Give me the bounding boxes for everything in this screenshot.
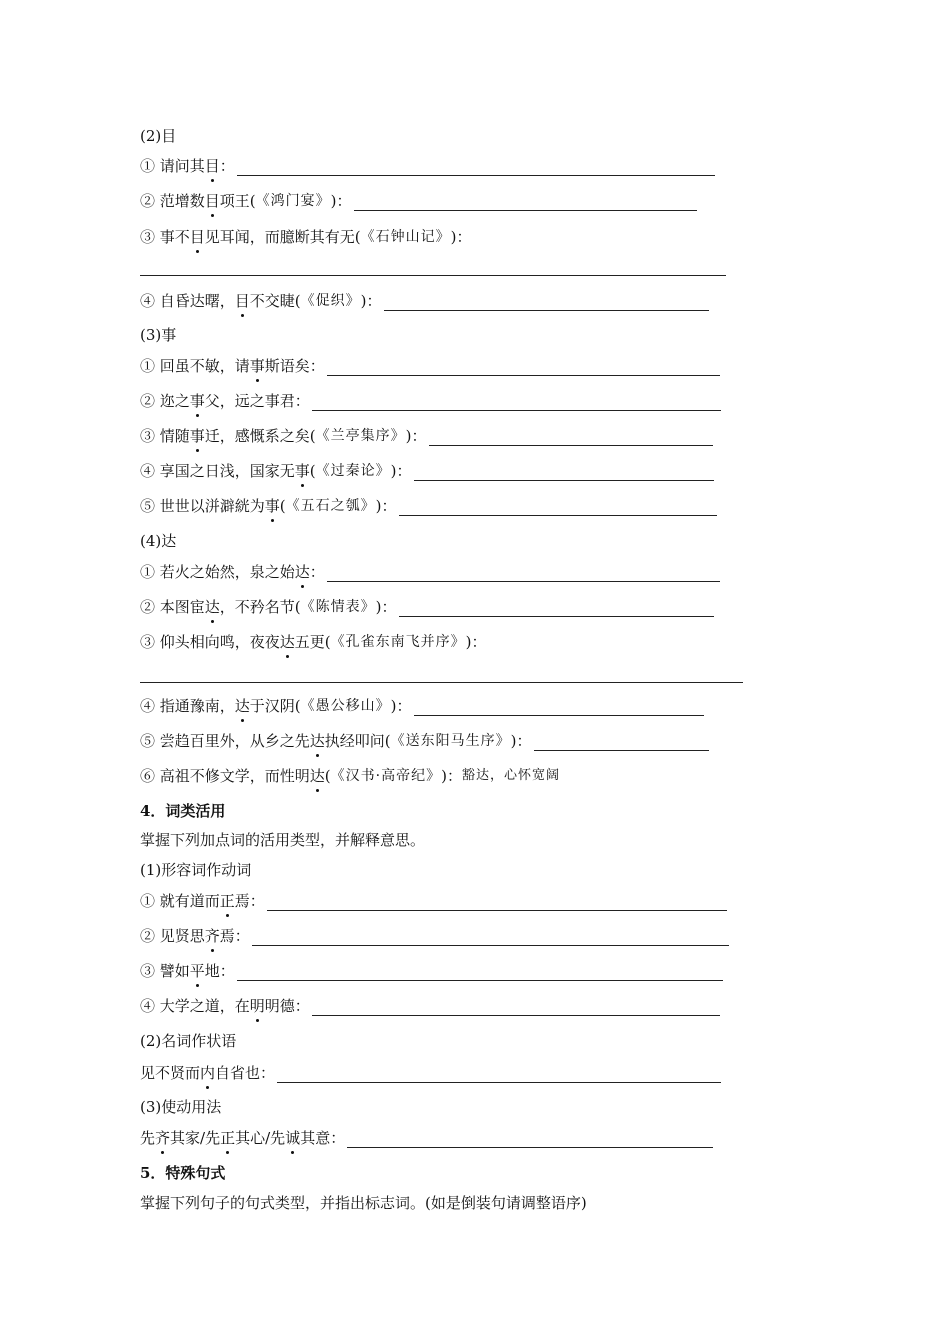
answer-blank[interactable] <box>384 296 709 311</box>
question-shi-3 <box>140 426 713 446</box>
answer-blank[interactable] <box>429 431 713 446</box>
text-span: 自省也： <box>215 1064 276 1082</box>
dotted-char: 达 <box>294 563 310 581</box>
question-shi-5 <box>140 496 717 516</box>
text-span: 5．特殊句式 <box>140 1164 226 1182</box>
text-span: 项王( <box>219 192 256 210</box>
text-span: 斯语矣： <box>264 357 325 375</box>
question-4-3 <box>140 961 723 981</box>
text-span: (3)事 <box>140 326 177 344</box>
text-span: ④ 指通豫南， <box>140 697 235 715</box>
text-span: ( <box>324 767 331 785</box>
answer-blank[interactable] <box>252 931 729 946</box>
text-span: 其意： <box>300 1129 346 1147</box>
answer-blank[interactable] <box>327 567 720 582</box>
source-title: 《石钟山记》 <box>360 229 451 245</box>
text-span: 掌握下列句子的句式类型，并指出标志词。(如是倒装句请调整语序) <box>140 1194 587 1212</box>
text-span: )： <box>405 427 427 445</box>
text-span: 其家/先 <box>170 1129 221 1147</box>
dotted-char: 齐 <box>204 927 220 945</box>
text-span: ⑤ 尝趋百里外，从乡之先 <box>140 732 310 750</box>
question-mu-4 <box>140 291 709 311</box>
dotted-char: 达 <box>234 697 250 715</box>
text-span: 见不贤而 <box>140 1064 201 1082</box>
answer-blank[interactable] <box>534 736 709 751</box>
question-da-6 <box>140 766 560 786</box>
source-title: 《鸿门宴》 <box>255 193 331 209</box>
question-4-6 <box>140 1128 713 1148</box>
text-span: (2)名词作状语 <box>140 1032 237 1050</box>
text-span: 先 <box>140 1129 156 1147</box>
answer-blank[interactable] <box>312 1001 720 1016</box>
question-mu-2 <box>140 191 697 211</box>
dotted-char: 达 <box>204 598 220 616</box>
text-span: ① 就有道而 <box>140 892 220 910</box>
text-span: )： <box>375 497 397 515</box>
question-da-5 <box>140 731 709 751</box>
question-mu-1 <box>140 156 715 176</box>
text-span: )： <box>330 192 352 210</box>
heading-mu <box>140 126 176 146</box>
dotted-char: 平 <box>189 962 205 980</box>
text-span: )： <box>510 732 532 750</box>
answer-blank[interactable] <box>237 161 715 176</box>
dotted-char: 正 <box>220 1129 236 1147</box>
question-4-2 <box>140 926 729 946</box>
text-span: )： <box>390 697 412 715</box>
text-span: )： <box>450 228 472 246</box>
source-title: 《五石之瓠》 <box>285 498 376 514</box>
source-title: 《陈情表》 <box>300 599 376 615</box>
source-title: 《兰亭集序》 <box>315 428 406 444</box>
text-span: ③ 仰头相向鸣，夜夜 <box>140 633 280 651</box>
text-span: 见耳闻，而臆断其有无( <box>204 228 361 246</box>
text-span: ： <box>309 563 325 581</box>
answer-blank[interactable] <box>399 602 714 617</box>
dotted-char: 目 <box>234 292 250 310</box>
text-span: ③ 事不 <box>140 228 190 246</box>
text-span: 掌握下列加点词的活用类型，并解释意思。 <box>140 831 426 849</box>
text-span: )： <box>360 292 382 310</box>
answer-blank[interactable] <box>267 896 727 911</box>
text-span: 明德： <box>264 997 310 1015</box>
subheading-noun-adverbial <box>140 1031 236 1051</box>
text-span: ① 请问其 <box>140 157 205 175</box>
question-da-2 <box>140 597 714 617</box>
text-span: ( <box>279 497 286 515</box>
text-span: ② 范增数 <box>140 192 205 210</box>
text-span: 父，远之事君： <box>204 392 310 410</box>
text-span: ： <box>219 157 235 175</box>
text-span: ① 回虽不敏，请 <box>140 357 250 375</box>
text-span: )： <box>375 598 397 616</box>
heading-shi <box>140 325 176 345</box>
text-span: ③ 情随 <box>140 427 190 445</box>
dotted-char: 达 <box>309 767 325 785</box>
answer-blank[interactable] <box>312 396 721 411</box>
subheading-causative <box>140 1097 221 1117</box>
question-4-5 <box>140 1063 721 1083</box>
source-title: 《送东阳马生序》 <box>390 733 511 749</box>
answer-blank[interactable] <box>399 501 717 516</box>
question-shi-4 <box>140 461 714 481</box>
question-4-1 <box>140 891 727 911</box>
answer-blank[interactable] <box>140 275 726 276</box>
text-span: (4)达 <box>140 532 177 550</box>
source-title: 《促织》 <box>300 293 361 309</box>
text-span: 地： <box>204 962 235 980</box>
text-span: 执经叩问( <box>324 732 391 750</box>
answer-blank[interactable] <box>237 966 723 981</box>
text-span: )： <box>441 767 462 785</box>
text-span: (1)形容词作动词 <box>140 861 252 879</box>
text-span: ② 见贤思 <box>140 927 205 945</box>
question-da-4 <box>140 696 704 716</box>
text-span: ⑥ 高祖不修文学，而性明 <box>140 767 310 785</box>
instruction-4 <box>140 830 425 850</box>
text-span: ④ 大学之道，在 <box>140 997 250 1015</box>
text-span: )： <box>465 633 487 651</box>
text-span: ( <box>309 462 316 480</box>
dotted-char: 事 <box>294 462 310 480</box>
dotted-char: 达 <box>309 732 325 750</box>
text-span: 焉： <box>219 927 250 945</box>
answer-blank[interactable] <box>354 196 697 211</box>
dotted-char: 齐 <box>155 1129 171 1147</box>
source-title: 《愚公移山》 <box>300 698 391 714</box>
text-span: ⑤ 世世以洴澼絖为 <box>140 497 265 515</box>
instruction-5 <box>140 1193 587 1213</box>
text-span: 其心/先 <box>235 1129 286 1147</box>
dotted-char: 明 <box>249 997 265 1015</box>
question-shi-2 <box>140 391 721 411</box>
dotted-char: 诚 <box>285 1129 301 1147</box>
text-span: 五更( <box>294 633 331 651</box>
section-title-4 <box>140 801 225 821</box>
answer-blank[interactable] <box>277 1068 721 1083</box>
question-mu-3 <box>140 227 472 247</box>
filled-answer: 豁达，心怀宽阔 <box>461 768 560 783</box>
text-span: (3)使动用法 <box>140 1098 222 1116</box>
text-span: ④ 享国之日浅，国家无 <box>140 462 295 480</box>
dotted-char: 正 <box>219 892 235 910</box>
text-span: ③ 譬如 <box>140 962 190 980</box>
question-4-4 <box>140 996 720 1016</box>
dotted-char: 目 <box>204 157 220 175</box>
dotted-char: 事 <box>264 497 280 515</box>
dotted-char: 事 <box>189 392 205 410</box>
text-span: ② 迩之 <box>140 392 190 410</box>
question-da-3 <box>140 632 487 652</box>
text-span: ② 本图宦 <box>140 598 205 616</box>
text-span: ① 若火之始然，泉之始 <box>140 563 295 581</box>
dotted-char: 事 <box>249 357 265 375</box>
question-da-1 <box>140 562 720 582</box>
text-span: 焉： <box>234 892 265 910</box>
answer-blank[interactable] <box>327 361 720 376</box>
dotted-char: 事 <box>189 427 205 445</box>
section-title-5 <box>140 1163 225 1183</box>
text-span: 4．词类活用 <box>140 802 226 820</box>
text-span: ，不矜名节( <box>219 598 301 616</box>
dotted-char: 目 <box>204 192 220 210</box>
heading-da <box>140 531 176 551</box>
subheading-adj-verb <box>140 860 251 880</box>
dotted-char: 目 <box>189 228 205 246</box>
text-span: 于汉阴( <box>249 697 301 715</box>
question-shi-1 <box>140 356 720 376</box>
text-span: (2)目 <box>140 127 177 145</box>
answer-blank[interactable] <box>140 682 743 683</box>
text-span: 不交睫( <box>249 292 301 310</box>
dotted-char: 达 <box>279 633 295 651</box>
text-span: ④ 自昏达曙， <box>140 292 235 310</box>
answer-blank[interactable] <box>414 466 714 481</box>
source-title: 《过秦论》 <box>315 463 391 479</box>
dotted-char: 内 <box>200 1064 216 1082</box>
source-title: 《孔雀东南飞并序》 <box>330 634 466 650</box>
answer-blank[interactable] <box>414 701 704 716</box>
text-span: 迁，感慨系之矣( <box>204 427 316 445</box>
source-title: 《汉书·高帝纪》 <box>330 768 442 784</box>
answer-blank[interactable] <box>347 1133 713 1148</box>
text-span: )： <box>390 462 412 480</box>
